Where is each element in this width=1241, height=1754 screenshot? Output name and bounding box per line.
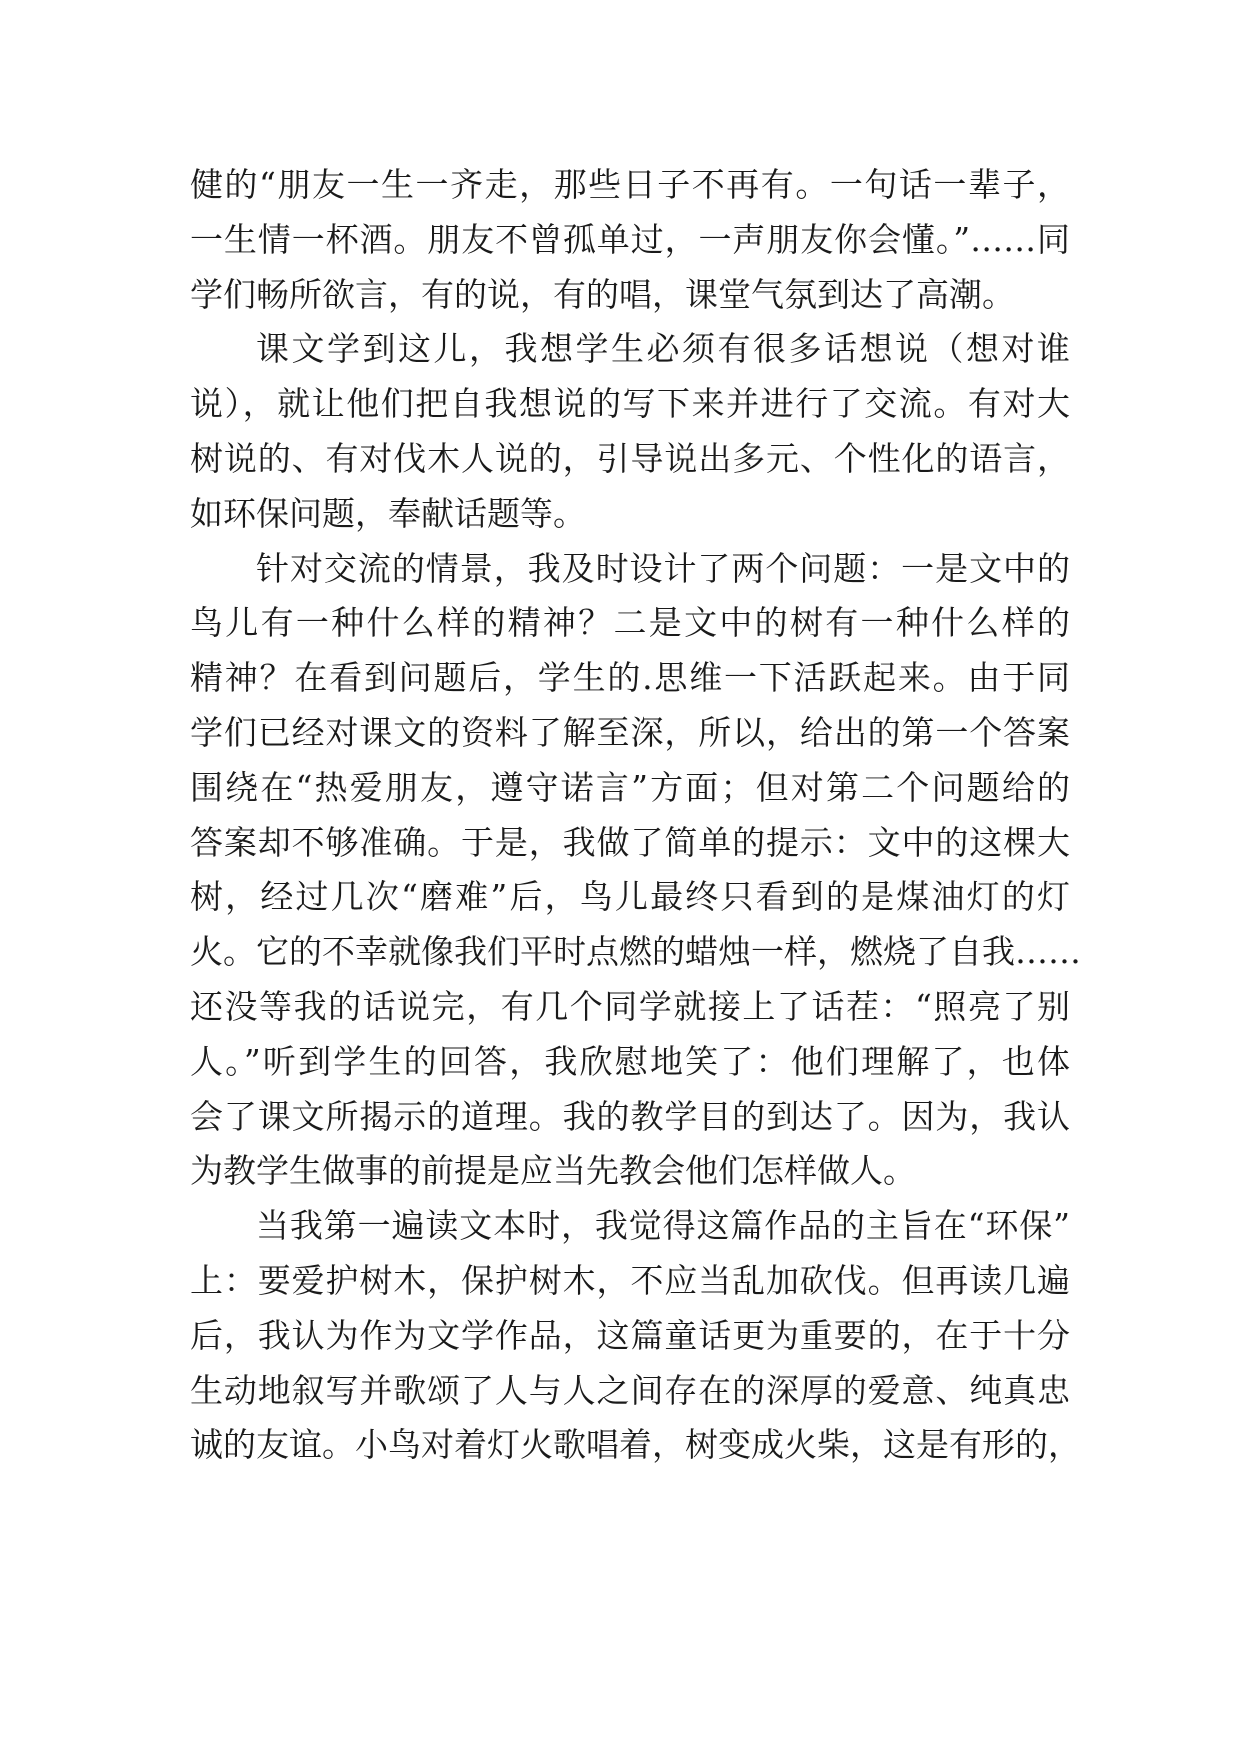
text-line: 针对交流的情景，我及时设计了两个问题：一是文中的 [256, 548, 1070, 588]
text-line: 后，我认为作为文学作品，这篇童话更为重要的，在于十分 [190, 1315, 1070, 1355]
text-line: 鸟儿有一种什么样的精神？二是文中的树有一种什么样的 [190, 603, 1070, 643]
text-line: 树说的、有对伐木人说的，引导说出多元、个性化的语言， [190, 438, 1070, 478]
text-line: 火。它的不幸就像我们平时点燃的蜡烛一样，燃烧了自我…… [190, 932, 1081, 972]
text-line: 健的“朋友一生一齐走，那些日子不再有。一句话一辈子， [190, 165, 1070, 204]
text-line: 课文学到这儿，我想学生必须有很多话想说（想对谁 [256, 329, 1070, 369]
text-line: 说），就让他们把自我想说的写下来并进行了交流。有对大 [190, 384, 1070, 424]
text-line: 学们已经对课文的资料了解至深，所以，给出的第一个答案 [190, 712, 1070, 752]
text-line: 人。”听到学生的回答，我欣慰地笑了：他们理解了，也体 [190, 1041, 1070, 1081]
text-line: 生动地叙写并歌颂了人与人之间存在的深厚的爱意、纯真忠 [190, 1370, 1070, 1410]
text-line: 答案却不够准确。于是，我做了简单的提示：文中的这棵大 [190, 822, 1070, 862]
body-text [190, 158, 1081, 1473]
text-line: 精神？在看到问题后，学生的.思维一下活跃起来。由于同 [190, 658, 1070, 698]
text-line: 学们畅所欲言，有的说，有的唱，课堂气氛到达了高潮。 [190, 274, 1015, 314]
text-line: 当我第一遍读文本时，我觉得这篇作品的主旨在“环保” [256, 1206, 1070, 1246]
text-line: 诚的友谊。小鸟对着灯火歌唱着，树变成火柴，这是有形的， [190, 1425, 1081, 1465]
text-line: 还没等我的话说完，有几个同学就接上了话茬：“照亮了别 [190, 986, 1070, 1026]
text-line: 上：要爱护树木，保护树木，不应当乱加砍伐。但再读几遍 [190, 1260, 1070, 1300]
text-line: 如环保问题，奉献话题等。 [190, 493, 586, 533]
text-line: 会了课文所揭示的道理。我的教学目的到达了。因为，我认 [190, 1096, 1070, 1136]
text-line: 为教学生做事的前提是应当先教会他们怎样做人。 [190, 1151, 916, 1191]
text-line: 一生情一杯酒。朋友不曾孤单过，一声朋友你会懂。”……同 [190, 219, 1070, 259]
text-line: 围绕在“热爱朋友，遵守诺言”方面；但对第二个问题给的 [190, 767, 1070, 807]
text-line: 树，经过几次“磨难”后，鸟儿最终只看到的是煤油灯的灯 [190, 877, 1070, 917]
